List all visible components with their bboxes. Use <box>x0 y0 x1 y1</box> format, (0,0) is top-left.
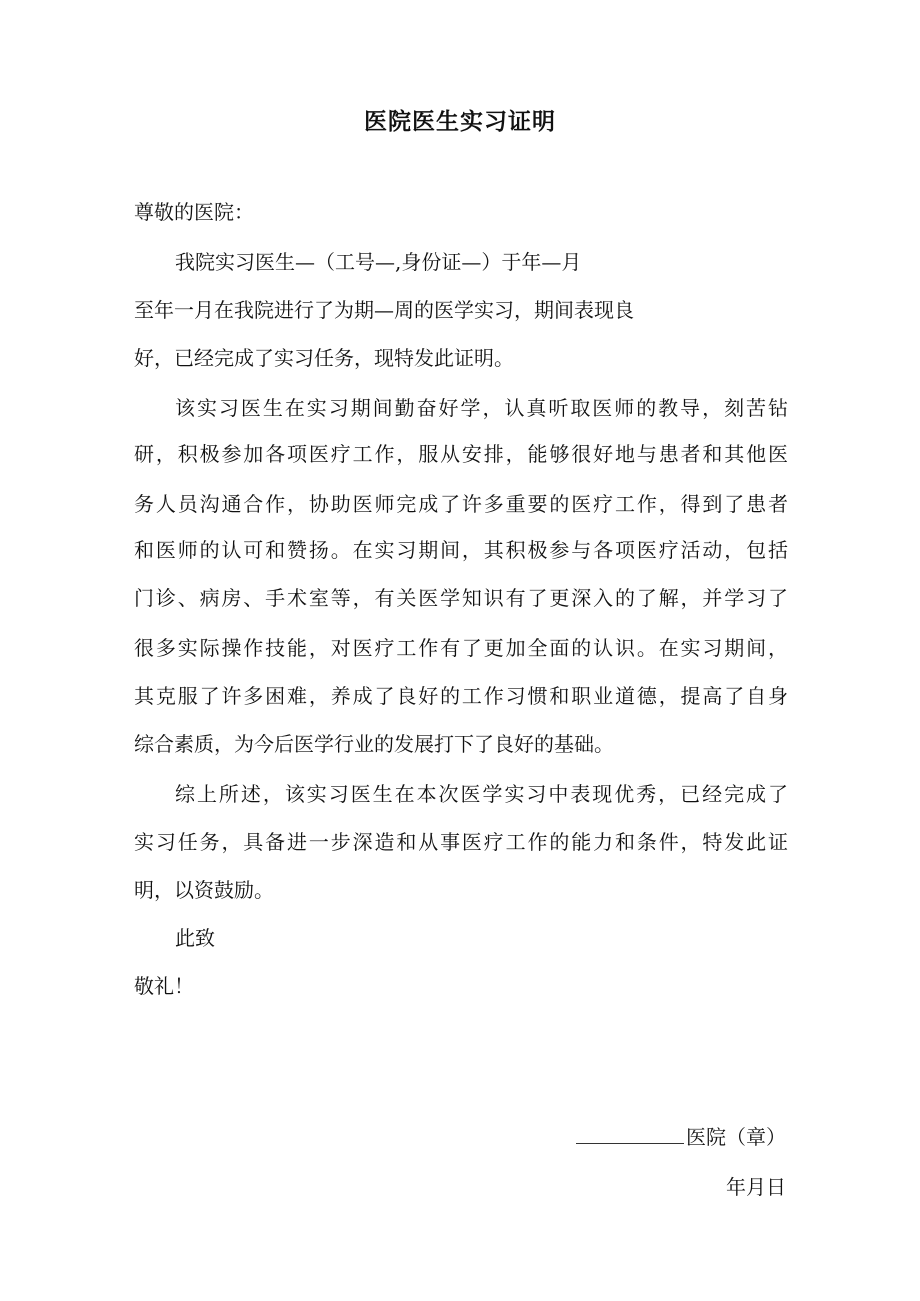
signature-label: 医院（章） <box>686 1125 786 1149</box>
signature-block <box>576 1122 786 1152</box>
paragraph-line: 我院实习医生—（工号—,身份证—）于年—月 <box>175 250 582 274</box>
paragraph-line: 其克服了许多困难，养成了良好的工作习惯和职业道德，提高了自身 <box>134 684 788 708</box>
paragraph-line: 门诊、病房、手术室等，有关医学知识有了更深入的了解，并学习了 <box>134 586 788 610</box>
paragraph-line: 很多实际操作技能，对医疗工作有了更加全面的认识。在实习期间， <box>134 636 788 660</box>
paragraph-line: 和医师的认可和赞扬。在实习期间，其积极参与各项医疗活动，包括 <box>134 538 788 562</box>
paragraph-line: 该实习医生在实习期间勤奋好学，认真听取医师的教导，刻苦钻 <box>175 396 788 420</box>
paragraph-line: 务人员沟通合作，协助医师完成了许多重要的医疗工作，得到了患者 <box>134 492 788 516</box>
paragraph-line: 至年一月在我院进行了为期—周的医学实习，期间表现良 <box>134 298 634 322</box>
paragraph-line: 好，已经完成了实习任务，现特发此证明。 <box>134 346 514 370</box>
closing-line: 此致 <box>175 926 215 950</box>
signature-blank-line <box>576 1123 684 1144</box>
paragraph-line: 明，以资鼓励。 <box>134 878 274 902</box>
paragraph-line: 综合素质，为今后医学行业的发展打下了良好的基础。 <box>134 732 614 756</box>
paragraph-line: 实习任务，具备进一步深造和从事医疗工作的能力和条件，特发此证 <box>134 830 788 854</box>
document-title: 医院医生实习证明 <box>364 108 556 135</box>
closing-line: 敬礼！ <box>134 974 194 998</box>
paragraph-line: 综上所述，该实习医生在本次医学实习中表现优秀，已经完成了 <box>175 782 788 806</box>
date-line: 年月日 <box>726 1175 786 1199</box>
salutation: 尊敬的医院： <box>134 200 254 224</box>
paragraph-line: 研，积极参加各项医疗工作，服从安排，能够很好地与患者和其他医 <box>134 442 788 466</box>
